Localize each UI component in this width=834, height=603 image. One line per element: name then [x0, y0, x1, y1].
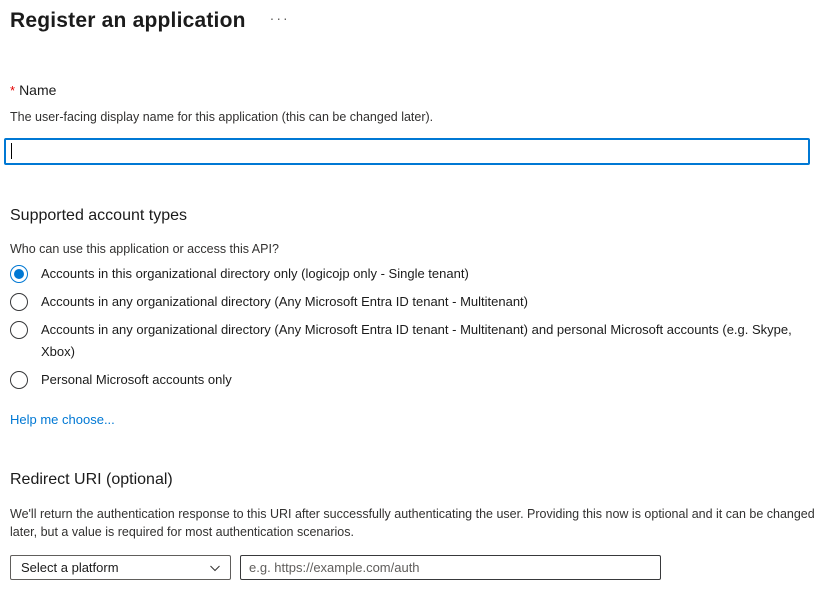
radio-option-multitenant[interactable]: [10, 291, 824, 313]
redirect-uri-description: We'll return the authentication response to this URI after successfully authenticating the user. Providing this now is optional and it can be changed later, but a value is required for most authentication scenarios.: [10, 507, 815, 539]
account-type-radio-group: [10, 263, 824, 391]
radio-option-label: Accounts in any organizational directory (Any Microsoft Entra ID tenant - Multitenant): [41, 294, 528, 309]
more-options-icon[interactable]: ···: [269, 10, 290, 26]
radio-option-multitenant-personal[interactable]: [10, 319, 824, 363]
name-field-label: [10, 82, 824, 98]
supported-account-types-heading: Supported account types: [10, 207, 188, 224]
name-field-hint: The user-facing display name for this application (this can be changed later).: [10, 110, 434, 124]
radio-button-icon[interactable]: [10, 293, 28, 311]
name-input[interactable]: [4, 138, 810, 165]
text-caret: [11, 143, 12, 159]
help-me-choose-link[interactable]: Help me choose...: [10, 412, 115, 427]
platform-select-dropdown[interactable]: [10, 555, 231, 580]
page-title: Register an application: [10, 9, 246, 32]
radio-option-single-tenant[interactable]: [10, 263, 824, 285]
redirect-uri-controls: [10, 555, 824, 580]
name-input-wrap: [4, 138, 810, 165]
radio-option-label: Accounts in any organizational directory (Any Microsoft Entra ID tenant - Multitenant) and personal Microsoft accounts (e.g. Skype, Xbox): [41, 322, 792, 359]
redirect-uri-heading: Redirect URI (optional): [10, 471, 173, 488]
required-asterisk: *: [10, 83, 16, 98]
radio-option-label: Personal Microsoft accounts only: [41, 372, 232, 387]
radio-button-icon[interactable]: [10, 265, 28, 283]
radio-button-icon[interactable]: [10, 321, 28, 339]
redirect-uri-input[interactable]: [240, 555, 661, 580]
account-types-question: Who can use this application or access this API?: [10, 242, 279, 256]
radio-button-icon[interactable]: [10, 371, 28, 389]
name-label-text: Name: [19, 82, 57, 98]
page-header: [10, 8, 824, 34]
radio-option-label: Accounts in this organizational directory only (logicojp only - Single tenant): [41, 266, 469, 281]
platform-select-value: Select a platform: [21, 560, 119, 575]
radio-option-personal-only[interactable]: [10, 369, 824, 391]
chevron-down-icon: [209, 562, 221, 574]
